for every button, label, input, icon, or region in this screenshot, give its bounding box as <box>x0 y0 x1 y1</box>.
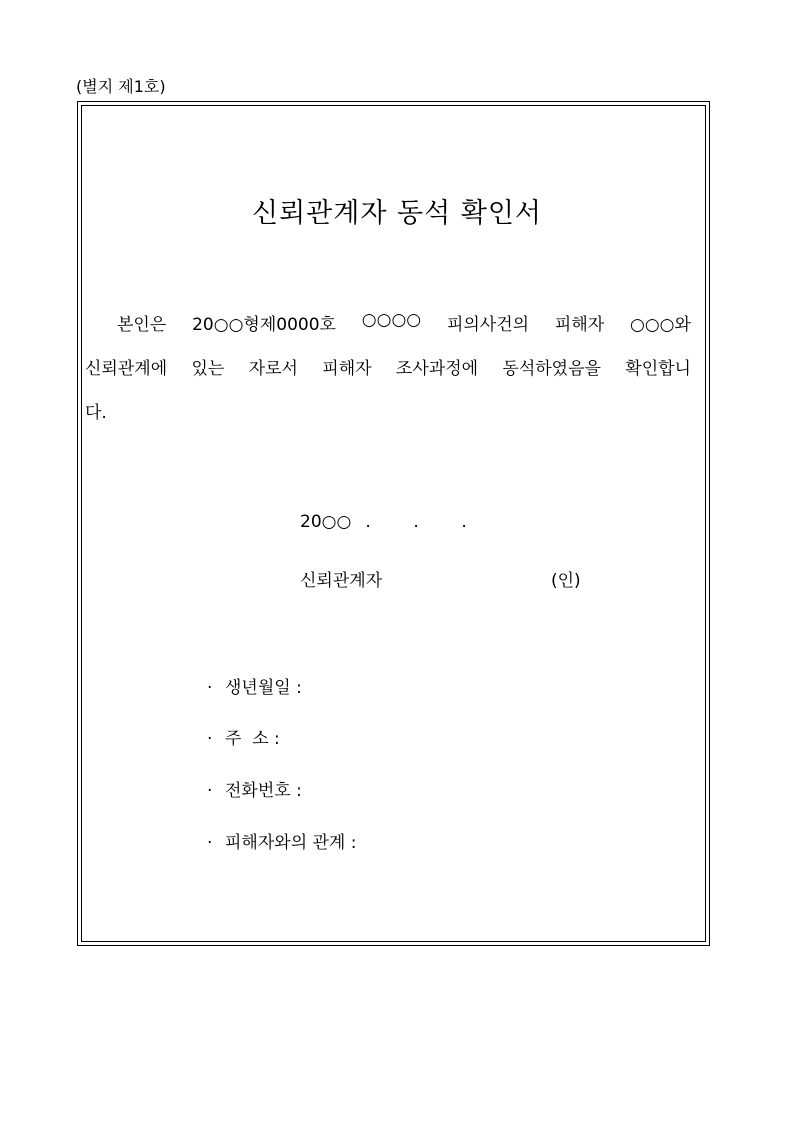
body-word: 자로서 <box>248 359 298 379</box>
date-field <box>300 512 509 532</box>
info-item-relationship <box>207 828 357 853</box>
body-word: 확인합니 <box>625 359 691 379</box>
bullet-dot: · <box>207 678 213 698</box>
body-word: 있는 <box>191 359 225 379</box>
seal-mark: (인) <box>551 571 581 591</box>
body-word: 조사과정에 <box>395 359 479 379</box>
body-word: ○○○○ <box>361 310 422 330</box>
annex-label: (별지 제1호) <box>76 77 166 96</box>
info-item-label: 주 소 : <box>225 729 280 749</box>
bullet-dot: · <box>207 729 213 749</box>
info-item-label: 피해자와의 관계 : <box>225 833 357 853</box>
info-item-label: 전화번호 : <box>225 781 302 801</box>
info-item-label: 생년월일 : <box>225 678 302 698</box>
body-line1-word <box>85 310 166 335</box>
body-word: 피해자 <box>554 315 605 335</box>
date-separator: . <box>461 512 467 532</box>
body-word: 동석하였음을 <box>502 359 601 379</box>
body-word: ○○○와 <box>630 315 691 335</box>
date-separator: . <box>365 512 371 532</box>
body-word: 피해자 <box>322 359 372 379</box>
body-word: 본인은 <box>117 315 167 335</box>
body-word: 20○○형제0000호 <box>192 315 336 335</box>
body-word: 신뢰관계에 <box>85 359 168 379</box>
date-separator: . <box>413 512 419 532</box>
bullet-dot: · <box>207 833 213 853</box>
signer-label: 신뢰관계자 <box>300 571 383 591</box>
info-item-phone <box>207 776 302 801</box>
document-title: 신뢰관계자 동석 확인서 <box>252 198 542 229</box>
date-year: 20○○ <box>300 512 352 532</box>
body-paragraph-line-1 <box>85 310 691 335</box>
body-paragraph-line-3: 다. <box>85 403 107 423</box>
bullet-dot: · <box>207 781 213 801</box>
info-item-birthdate <box>207 673 302 698</box>
info-item-address <box>207 724 280 749</box>
body-paragraph-line-2 <box>85 354 691 379</box>
body-word: 피의사건의 <box>446 315 530 335</box>
